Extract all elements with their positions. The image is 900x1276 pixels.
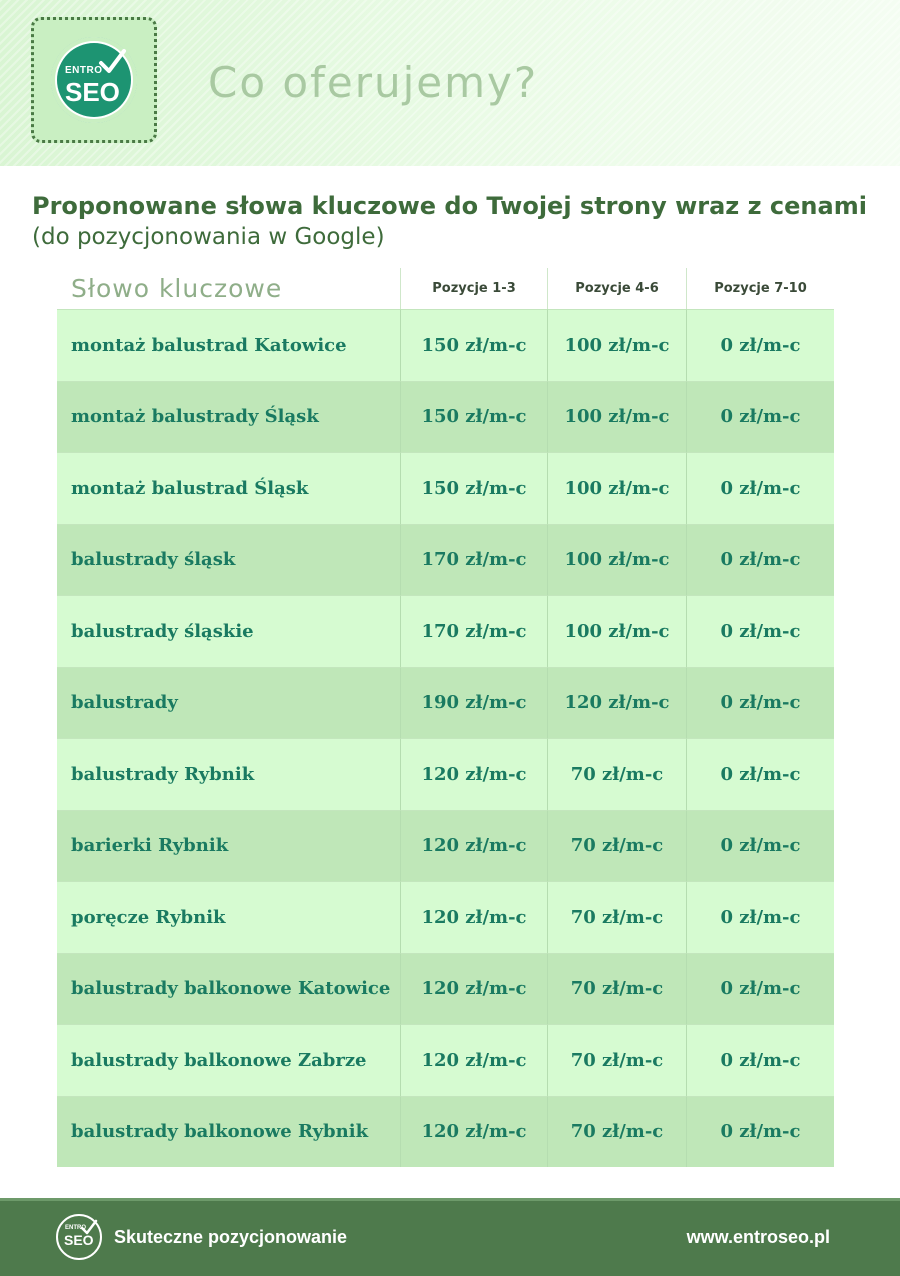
keyword-cell: montaż balustrad Śląsk: [57, 452, 401, 524]
price-positions-7-10-cell: 0 zł/m-c: [687, 381, 834, 453]
price-positions-1-3-cell: 150 zł/m-c: [401, 452, 548, 524]
price-positions-4-6-cell: 100 zł/m-c: [548, 452, 687, 524]
keyword-cell: balustrady balkonowe Zabrze: [57, 1024, 401, 1096]
footer-logo-small-text: ENTRO: [65, 1225, 86, 1231]
keyword-cell: poręcze Rybnik: [57, 881, 401, 953]
price-positions-1-3-cell: 120 zł/m-c: [401, 881, 548, 953]
price-positions-4-6-cell: 70 zł/m-c: [548, 810, 687, 882]
column-header-keyword: Słowo kluczowe: [57, 268, 401, 309]
table-row: [57, 595, 834, 667]
table-row: [57, 309, 834, 381]
price-positions-7-10-cell: 0 zł/m-c: [687, 1096, 834, 1168]
keyword-price-table: [57, 268, 834, 1167]
page-footer: [0, 1198, 900, 1276]
price-positions-1-3-cell: 150 zł/m-c: [401, 309, 548, 381]
table-row: [57, 738, 834, 810]
price-positions-7-10-cell: 0 zł/m-c: [687, 810, 834, 882]
keyword-cell: balustrady Rybnik: [57, 738, 401, 810]
price-positions-7-10-cell: 0 zł/m-c: [687, 595, 834, 667]
keyword-cell: montaż balustrady Śląsk: [57, 381, 401, 453]
price-positions-4-6-cell: 70 zł/m-c: [548, 1096, 687, 1168]
table-row: [57, 524, 834, 596]
table-row: [57, 881, 834, 953]
entroseo-logo: [51, 37, 137, 123]
table-row: [57, 810, 834, 882]
table-row: [57, 381, 834, 453]
footer-slogan: Skuteczne pozycjonowanie: [114, 1227, 348, 1247]
footer-website-link[interactable]: www.entroseo.pl: [686, 1227, 830, 1247]
logo-big-text: SEO: [65, 77, 120, 107]
keyword-cell: balustrady: [57, 667, 401, 739]
keyword-cell: balustrady balkonowe Katowice: [57, 953, 401, 1025]
price-positions-4-6-cell: 70 zł/m-c: [548, 881, 687, 953]
logo-small-text: ENTRO: [65, 65, 103, 76]
column-header-positions-7-10: Pozycje 7-10: [714, 281, 807, 296]
price-positions-4-6-cell: 70 zł/m-c: [548, 738, 687, 810]
price-positions-4-6-cell: 120 zł/m-c: [548, 667, 687, 739]
price-positions-4-6-cell: 100 zł/m-c: [548, 595, 687, 667]
column-header-positions-4-6: Pozycje 4-6: [548, 268, 687, 309]
price-positions-7-10-cell: 0 zł/m-c: [687, 452, 834, 524]
page-header: [0, 0, 900, 166]
price-positions-4-6-cell: 70 zł/m-c: [548, 953, 687, 1025]
footer-logo-big-text: SEO: [64, 1232, 94, 1248]
price-positions-1-3-cell: 120 zł/m-c: [401, 810, 548, 882]
keyword-cell: balustrady balkonowe Rybnik: [57, 1096, 401, 1168]
checkmark-icon: [80, 1219, 98, 1235]
price-positions-1-3-cell: 120 zł/m-c: [401, 1024, 548, 1096]
keyword-cell: barierki Rybnik: [57, 810, 401, 882]
price-positions-4-6-cell: 70 zł/m-c: [548, 1024, 687, 1096]
price-positions-7-10-cell: 0 zł/m-c: [687, 1024, 834, 1096]
price-positions-7-10-cell: 0 zł/m-c: [687, 667, 834, 739]
table-row: [57, 953, 834, 1025]
price-positions-4-6-cell: 100 zł/m-c: [548, 524, 687, 596]
price-positions-4-6-cell: 100 zł/m-c: [548, 381, 687, 453]
logo-frame: [31, 17, 157, 143]
table-row: [57, 1024, 834, 1096]
price-positions-7-10-cell: 0 zł/m-c: [687, 309, 834, 381]
table-row: [57, 1096, 834, 1168]
keyword-cell: montaż balustrad Katowice: [57, 309, 401, 381]
table-body: [57, 309, 834, 1167]
price-positions-7-10-cell: 0 zł/m-c: [687, 953, 834, 1025]
column-header-positions-1-3: Pozycje 1-3: [401, 268, 548, 309]
price-positions-7-10-cell: 0 zł/m-c: [687, 881, 834, 953]
checkmark-icon: [97, 47, 127, 77]
price-positions-1-3-cell: 190 zł/m-c: [401, 667, 548, 739]
section-heading: Proponowane słowa kluczowe do Twojej strony wraz z cenami: [32, 192, 867, 220]
price-positions-4-6-cell: 100 zł/m-c: [548, 309, 687, 381]
price-positions-1-3-cell: 170 zł/m-c: [401, 595, 548, 667]
section-subheading: (do pozycjonowania w Google): [32, 224, 385, 250]
keyword-cell: balustrady śląsk: [57, 524, 401, 596]
price-positions-7-10-cell: 0 zł/m-c: [687, 738, 834, 810]
footer-logo: [56, 1214, 102, 1260]
price-positions-1-3-cell: 120 zł/m-c: [401, 1096, 548, 1168]
price-positions-1-3-cell: 120 zł/m-c: [401, 953, 548, 1025]
price-positions-1-3-cell: 170 zł/m-c: [401, 524, 548, 596]
price-positions-7-10-cell: 0 zł/m-c: [687, 524, 834, 596]
table-row: [57, 452, 834, 524]
table-header-row: [57, 268, 834, 309]
keyword-cell: balustrady śląskie: [57, 595, 401, 667]
price-positions-1-3-cell: 120 zł/m-c: [401, 738, 548, 810]
page-title: Co oferujemy?: [208, 58, 539, 107]
table-row: [57, 667, 834, 739]
price-positions-1-3-cell: 150 zł/m-c: [401, 381, 548, 453]
